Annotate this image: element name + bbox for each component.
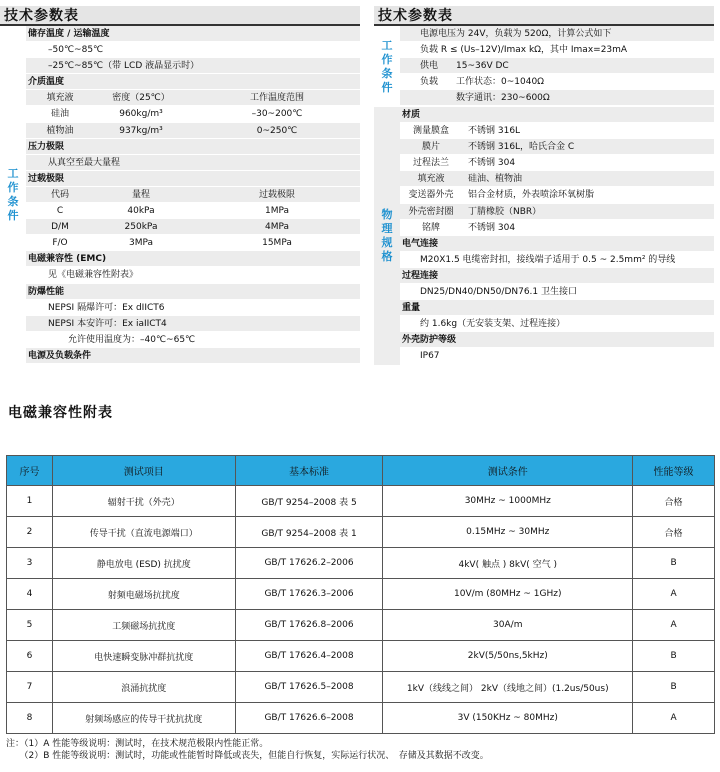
spec-row [26,348,360,364]
emc-cell: 8 [7,703,53,734]
spec-row [26,332,360,348]
table-row [7,641,715,672]
cell-text: 测量膜盒 [412,126,449,137]
right-spec-panel [374,6,714,365]
emc-table [6,455,715,734]
cell-text: 压力极限 [28,141,65,152]
cell-text: 电源电压为 24V，负载为 520Ω，计算公式如下 [420,29,612,39]
cell-text: 变送器外壳 [408,190,454,201]
emc-cell: GB/T 17626.5–2008 [235,672,383,703]
cell-text: 储存温度 / 运输温度 [28,29,110,39]
spec-row [26,300,360,316]
cell-text: 允许使用温度为：–40℃~65℃ [68,334,196,345]
cell-text: 供电 [420,61,439,72]
emc-header-cell: 基本标准 [235,456,383,486]
emc-note-1: 注：（1）A 性能等级说明：测试时，在技术规范极限内性能正常。 [6,739,269,749]
emc-table-header [7,456,715,486]
emc-cell: 4kV( 触点 ) 8kV( 空气 ) [383,548,633,579]
emc-cell: B [633,672,715,703]
side-char: 件 [381,80,393,94]
emc-cell: A [633,610,715,641]
cell-text: –50℃~85℃ [48,45,104,56]
cell-text: 0~250℃ [256,125,298,136]
spec-row [26,187,360,203]
emc-cell: GB/T 9254–2008 表 1 [235,517,383,548]
spec-row [400,220,714,236]
cell-text: 数字通讯：230~600Ω [456,93,550,104]
emc-cell: 4 [7,579,53,610]
right-rows-work [400,26,714,107]
spec-row [26,26,360,42]
cell-text: 15MPa [262,238,292,249]
emc-cell: GB/T 17626.2–2006 [235,548,383,579]
spec-row [400,252,714,268]
cell-text: 不锈钢 316L，哈氏合金 C [468,142,575,153]
spec-row [26,203,360,219]
emc-cell: 2kV(5/50ns,5kHz) [383,641,633,672]
emc-cell: 6 [7,641,53,672]
spec-row [400,284,714,300]
spec-row [400,42,714,58]
right-side-label-phys [374,107,400,365]
cell-text: 过载极限 [258,189,295,200]
emc-cell: B [633,641,715,672]
emc-cell: GB/T 17626.8–2006 [235,610,383,641]
emc-cell: 合格 [633,486,715,517]
emc-cell: 0.15MHz ~ 30MHz [383,517,633,548]
cell-text: 见《电磁兼容性附表》 [48,270,139,281]
cell-text: NEPSI 隔爆许可：Ex dIICT6 [48,302,165,313]
cell-text: 重量 [402,303,421,314]
emc-cell: GB/T 17626.3–2006 [235,579,383,610]
side-char: 规 [381,235,393,249]
emc-cell: 射频场感应的传导干扰抗扰度 [52,703,235,734]
side-char: 件 [7,208,19,222]
emc-cell: 3 [7,548,53,579]
spec-row [400,187,714,203]
cell-text: 外壳密封圈 [408,206,454,217]
spec-row [26,219,360,235]
cell-text: 填充液 [417,174,445,185]
table-row [7,672,715,703]
emc-header-cell: 测试条件 [383,456,633,486]
spec-row [400,332,714,348]
cell-text: 电磁兼容性 (EMC) [28,254,107,265]
emc-cell: 10V/m (80MHz ~ 1GHz) [383,579,633,610]
table-row [7,517,715,548]
spec-row [26,58,360,74]
emc-cell: 30A/m [383,610,633,641]
cell-text: 负载 R ≤ (Us–12V)/Imax kΩ，其中 Imax=23mA [420,45,628,56]
cell-text: 负载 [420,77,439,88]
cell-text: 防爆性能 [28,286,65,297]
cell-text: 4MPa [264,222,290,233]
emc-cell: 1kV（线线之间） 2kV（线地之间）(1.2us/50us) [383,672,633,703]
spec-row [26,171,360,187]
emc-header-cell: 序号 [7,456,53,486]
spec-row [26,42,360,58]
spec-row [400,236,714,252]
cell-text: 过程法兰 [412,158,449,169]
cell-text: 937kg/m³ [119,125,163,136]
cell-text: 密度（25℃） [112,93,170,104]
side-char: 格 [381,249,393,263]
right-panel-title: 技术参数表 [374,6,714,26]
side-char: 工 [7,166,19,180]
spec-row [26,106,360,122]
left-side-label [0,26,26,364]
cell-text: 介质温度 [28,77,65,88]
side-char: 作 [381,52,393,66]
emc-cell: GB/T 17626.6–2008 [235,703,383,734]
emc-cell: A [633,703,715,734]
cell-text: 工作状态：0~1040Ω [456,77,545,88]
cell-text: 代码 [50,189,69,200]
table-row [7,703,715,734]
cell-text: 硅油、植物油 [468,174,523,185]
emc-notes [6,738,489,762]
cell-text: 从真空至最大量程 [48,157,121,168]
cell-text: F/O [52,238,68,249]
cell-text: 1MPa [264,206,290,217]
spec-row [400,348,714,364]
cell-text: 铭牌 [421,222,440,233]
spec-row [26,139,360,155]
emc-cell: 3V (150KHz ~ 80MHz) [383,703,633,734]
emc-cell: 合格 [633,517,715,548]
cell-text: 填充液 [46,93,74,104]
spec-row [400,204,714,220]
table-row [7,579,715,610]
cell-text: 过程连接 [402,270,439,281]
emc-header-cell: 性能等级 [633,456,715,486]
emc-cell: 辐射干扰（外壳） [52,486,235,517]
cell-text: 不锈钢 304 [468,158,516,169]
cell-text: 960kg/m³ [119,109,163,120]
cell-text: 丁腈橡胶（NBR） [468,206,542,217]
spec-row [400,123,714,139]
emc-cell: 30MHz ~ 1000MHz [383,486,633,517]
side-char: 条 [381,66,393,80]
cell-text: 硅油 [50,109,69,120]
emc-section-title: 电磁兼容性附表 [8,405,113,421]
spec-row [26,284,360,300]
left-rows [26,26,360,364]
emc-cell: A [633,579,715,610]
cell-text: 工作温度范围 [249,93,304,104]
emc-cell: 射频电磁场抗扰度 [52,579,235,610]
emc-cell: 1 [7,486,53,517]
side-char: 工 [381,38,393,52]
emc-cell: 浪涌抗扰度 [52,672,235,703]
right-side-label-work [374,26,400,107]
spec-row [26,235,360,251]
cell-text: 不锈钢 304 [468,222,516,233]
emc-cell: 5 [7,610,53,641]
spec-row [26,123,360,139]
spec-row [400,74,714,90]
spec-row [26,267,360,283]
spec-row [400,107,714,123]
spec-row [26,251,360,267]
emc-cell: 7 [7,672,53,703]
spec-row [400,155,714,171]
cell-text: C [56,206,64,217]
cell-text: 15~36V DC [456,61,509,72]
emc-note-2: （2）B 性能等级说明：测试时，功能或性能暂时降低或丧失，但能自行恢复，实际运行状况、 存储及其数据不改变。 [6,751,489,761]
side-char: 作 [7,180,19,194]
emc-cell: 工频磁场抗扰度 [52,610,235,641]
cell-text: 电气连接 [402,238,439,249]
cell-text: M20X1.5 电缆密封扣，接线端子适用于 0.5 ~ 2.5mm² 的导线 [420,254,676,265]
cell-text: –25℃~85℃（带 LCD 液晶显示时） [48,61,200,72]
emc-cell: 传导干扰（直流电源端口） [52,517,235,548]
cell-text: 过载极限 [28,173,65,184]
cell-text: 3MPa [128,238,154,249]
spec-row [400,300,714,316]
cell-text: 铝合金材质，外表喷涂环氧树脂 [468,190,595,201]
cell-text: DN25/DN40/DN50/DN76.1 卫生接口 [420,287,578,298]
cell-text: 材质 [402,110,421,120]
left-spec-panel [0,6,360,364]
side-char: 物 [381,207,393,221]
spec-row [400,268,714,284]
spec-row [400,90,714,106]
cell-text: 约 1.6kg（无安装支架、过程连接） [420,319,566,330]
side-char: 条 [7,194,19,208]
table-row [7,548,715,579]
emc-cell: 静电放电 (ESD) 抗扰度 [52,548,235,579]
spec-row [400,26,714,42]
cell-text: D/M [51,222,69,233]
side-char: 理 [381,221,393,235]
emc-cell: GB/T 9254–2008 表 5 [235,486,383,517]
cell-text: 电源及负载条件 [28,350,92,361]
spec-row [400,171,714,187]
cell-text: 250kPa [124,222,158,233]
right-rows-phys [400,107,714,365]
cell-text: IP67 [420,351,440,362]
table-row [7,610,715,641]
spec-row [400,139,714,155]
spec-row [26,74,360,90]
cell-text: 40kPa [127,206,155,217]
cell-text: 膜片 [421,142,440,153]
cell-text: 不锈钢 316L [468,126,521,137]
emc-cell: 电快速瞬变脉冲群抗扰度 [52,641,235,672]
spec-row [400,58,714,74]
emc-cell: GB/T 17626.4–2008 [235,641,383,672]
cell-text: NEPSI 本安许可：Ex iaIICT4 [48,318,167,329]
spec-row [26,155,360,171]
cell-text: –30~200℃ [251,109,303,120]
spec-row [26,90,360,106]
cell-text: 量程 [131,189,150,200]
emc-cell: 2 [7,517,53,548]
emc-header-cell: 测试项目 [52,456,235,486]
cell-text: 外壳防护等级 [402,335,457,346]
table-row [7,486,715,517]
spec-row [400,316,714,332]
spec-row [26,316,360,332]
left-panel-title: 技术参数表 [0,6,360,26]
emc-cell: B [633,548,715,579]
cell-text: 植物油 [46,125,74,136]
